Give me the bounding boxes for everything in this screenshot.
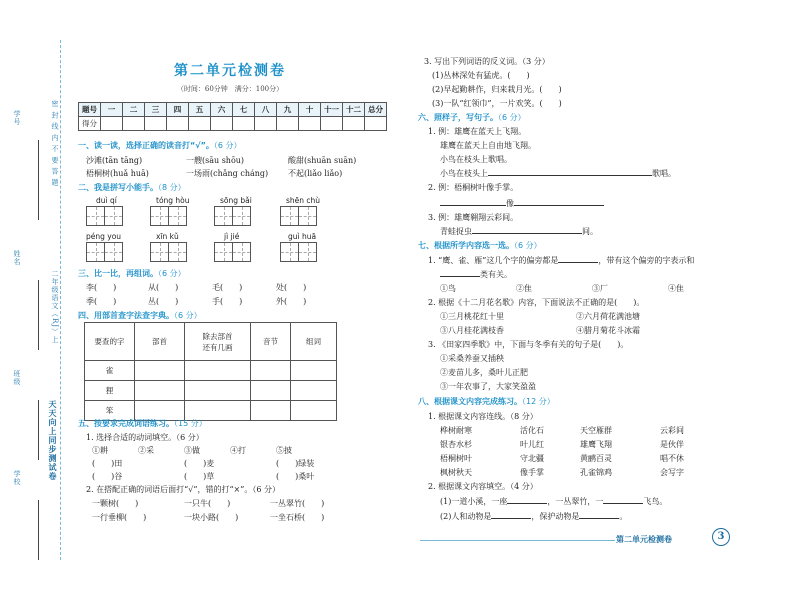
s5-question-2: 2. 在搭配正确的词语后面打“√”，错的打“×”。（6 分） [86, 485, 280, 494]
s8-blank[interactable] [579, 518, 619, 519]
s6-prompt [440, 198, 604, 209]
pair-check[interactable]: 一丛翠竹( ) [270, 499, 325, 508]
pair-check[interactable]: 一只牛( ) [184, 499, 231, 508]
s6-blank[interactable] [472, 233, 582, 234]
choice-option[interactable]: ①鸟 [440, 284, 456, 293]
verb-blank[interactable]: ( )田 [92, 459, 123, 468]
no-answer-note: 密 封 线 内 不 要 答 题 [51, 100, 59, 187]
score-cell[interactable] [365, 117, 387, 131]
name2-label: 姓名 [13, 250, 21, 266]
dict-row [85, 361, 337, 381]
score-cell[interactable] [321, 117, 343, 131]
antonym-item[interactable]: (1)丛林深处有猛虎。( ) [432, 71, 530, 80]
s8-fill [440, 496, 667, 507]
score-head-cell: 二 [123, 103, 145, 117]
score-cell[interactable] [233, 117, 255, 131]
antonym-item[interactable]: (3)一队“红领巾”，一片欢笑。( ) [432, 99, 562, 108]
section-5-heading [78, 418, 207, 429]
s8-blank[interactable] [491, 518, 531, 519]
reading-item[interactable]: 梧桐树(huǎ huā) [86, 169, 149, 178]
choice-option[interactable]: ③一年农事了，大家笑盈盈 [440, 382, 536, 391]
verb-option: ②采 [138, 446, 154, 455]
section-6-points: （6 分） [498, 113, 526, 122]
match-right[interactable]: 守北疆 [520, 454, 544, 463]
s8-fill-text: ，保护动物是 [531, 512, 580, 521]
s7-blank[interactable] [440, 276, 480, 277]
section-5-points: （15 分） [174, 419, 207, 428]
dict-head-cell: 音节 [251, 323, 291, 361]
dict-answer-cell[interactable] [135, 361, 185, 381]
name2-underline [38, 280, 39, 350]
compare-item[interactable]: 毛( ) [212, 283, 243, 292]
choice-option[interactable]: ③厂 [592, 284, 608, 293]
match-right[interactable]: 云彩间 [660, 426, 684, 435]
dict-head-cell: 组词 [291, 323, 337, 361]
verb-blank[interactable]: ( )绿装 [276, 459, 315, 468]
score-head-cell: 题号 [79, 103, 101, 117]
section-3-heading [78, 268, 186, 279]
s6-example: 小鸟在枝头上歌唱。 [440, 155, 512, 164]
section-8-points: （12 分） [522, 397, 555, 406]
score-cell[interactable] [123, 117, 145, 131]
pinyin-prompt: shēn chù [286, 196, 321, 205]
s6-blank[interactable] [488, 175, 652, 176]
compare-item[interactable]: 从( ) [148, 283, 179, 292]
score-head-cell: 六 [211, 103, 233, 117]
verb-blank[interactable]: ( )麦 [184, 459, 215, 468]
section-3-title: 三、比一比，再组词。 [78, 269, 158, 278]
footer-label: 第二单元检测卷 [616, 535, 672, 544]
pair-check[interactable]: 一坐石桥( ) [270, 513, 325, 522]
s6-example: 雄鹰在蓝天上自由地飞翔。 [440, 141, 536, 150]
dict-char: 狸 [85, 381, 135, 401]
pinyin-prompt: péng you [86, 232, 122, 241]
dict-row [85, 381, 337, 401]
score-head-cell: 八 [255, 103, 277, 117]
score-cell[interactable] [211, 117, 233, 131]
reading-item[interactable]: 一艘(sāu shōu) [186, 156, 245, 165]
choice-option[interactable]: ①采桑养蚕又插秧 [440, 354, 504, 363]
grade-text: 二年级语文（RJ）上 [51, 270, 59, 345]
s6-blank[interactable] [440, 205, 506, 206]
dict-answer-cell[interactable] [251, 381, 291, 401]
s6-prompt-mid: 像 [506, 199, 514, 208]
q3-antonym: 3. 写出下列词语的反义词。（3 分） [424, 57, 550, 66]
pinyin-prompt: tóng hòu [156, 196, 190, 205]
class-label: 班级 [13, 370, 21, 386]
section-1-heading [78, 140, 242, 151]
section-2-points: （8 分） [158, 183, 186, 192]
footer-rule [420, 540, 615, 541]
s6-prompt-end: 间。 [582, 227, 598, 236]
score-head-cell: 九 [277, 103, 299, 117]
compare-item[interactable]: 处( ) [276, 283, 307, 292]
s6-prompt-end: 歌唱。 [652, 169, 676, 178]
match-left[interactable]: 雄鹰飞翔 [580, 440, 612, 449]
dict-head-row [85, 323, 337, 361]
score-cell[interactable] [167, 117, 189, 131]
score-row-label: 得分 [79, 117, 101, 131]
match-left[interactable]: 梧桐树叶 [440, 454, 472, 463]
section-8-heading [418, 396, 555, 407]
match-right[interactable]: 唱不休 [660, 454, 684, 463]
verb-blank[interactable]: ( )桑叶 [276, 472, 315, 481]
dict-answer-cell[interactable] [251, 401, 291, 421]
dictionary-table [84, 322, 337, 421]
name-underline [38, 140, 39, 220]
dict-head-cell: 要查的字 [85, 323, 135, 361]
reading-item[interactable]: 一场雨(chǎng cháng) [186, 169, 269, 178]
binding-margin [10, 40, 68, 560]
writing-grid[interactable] [86, 242, 122, 262]
writing-grid[interactable] [280, 206, 316, 226]
s6-prompt [440, 168, 676, 179]
score-table-score-row [79, 117, 387, 131]
pinyin-prompt: xīn kǔ [156, 232, 179, 241]
time-score-note: （时间：60分钟 满分：100分） [176, 85, 284, 93]
match-left[interactable]: 天空雁群 [580, 426, 612, 435]
score-head-cell: 四 [167, 103, 189, 117]
section-4-points: （6 分） [174, 311, 202, 320]
section-7-heading [418, 240, 542, 251]
match-right[interactable]: 叶儿红 [520, 440, 544, 449]
dict-char: 笨 [85, 401, 135, 421]
match-right[interactable]: 是伙伴 [660, 440, 684, 449]
compare-item[interactable]: 手( ) [212, 297, 243, 306]
s8-fill-text: (1)一道小溪，一座 [440, 497, 508, 506]
match-left[interactable]: 孔雀锦鸡 [580, 468, 612, 477]
s5-question-1: 1. 选择合适的动词填空。（6 分） [86, 433, 204, 442]
section-4-title: 四、用部首查字法查字典。 [78, 311, 174, 320]
pair-check[interactable]: 一块小路( ) [184, 513, 239, 522]
match-left[interactable]: 黄鹂百灵 [580, 454, 612, 463]
pinyin-prompt: sōng bǎi [220, 196, 252, 205]
score-head-cell: 十二 [343, 103, 365, 117]
choice-option[interactable]: ②六月荷花满池塘 [576, 312, 640, 321]
score-table [78, 102, 387, 131]
pair-check[interactable]: 一颗树( ) [92, 499, 139, 508]
score-head-cell: 十 [299, 103, 321, 117]
choice-option[interactable]: ④腊月菊花斗冰霜 [576, 326, 640, 335]
dict-answer-cell[interactable] [185, 361, 251, 381]
s6-blank[interactable] [514, 205, 604, 206]
score-cell[interactable] [189, 117, 211, 131]
name-label: 学号 [13, 110, 21, 126]
s8-fill [440, 511, 627, 522]
antonym-item[interactable]: (2)早起勤耕作，归来栽月光。( ) [432, 85, 562, 94]
match-left[interactable]: 银杏水杉 [440, 440, 472, 449]
dict-head-cell: 部首 [135, 323, 185, 361]
pinyin-prompt: jì jié [224, 232, 240, 241]
writing-grid[interactable] [280, 242, 316, 262]
match-left[interactable]: 枫树秋天 [440, 468, 472, 477]
section-2-title: 二、我是拼写小能手。 [78, 183, 158, 192]
page-title: 第二单元检测卷 [174, 63, 286, 79]
score-cell[interactable] [101, 117, 123, 131]
pinyin-prompt: duì qí [96, 196, 117, 205]
verb-option: ①耕 [92, 446, 108, 455]
writing-grid[interactable] [214, 206, 250, 226]
s6-example: 2. 例：梧桐树叶像手掌。 [428, 183, 519, 192]
pinyin-prompt: guì huā [288, 232, 317, 241]
score-head-cell: 一 [101, 103, 123, 117]
s8-question: 1. 根据课文内容连线。（8 分） [428, 412, 538, 421]
score-cell[interactable] [277, 117, 299, 131]
compare-item[interactable]: 季( ) [86, 297, 117, 306]
section-1-title: 一、读一读，选择正确的读音打“√”。 [78, 141, 214, 150]
s6-example: 1. 例：雄鹰在蓝天上飞翔。 [428, 127, 527, 136]
match-right[interactable]: 像手掌 [520, 468, 544, 477]
s7-question [440, 269, 512, 280]
choice-option[interactable]: ④隹 [668, 284, 684, 293]
match-right[interactable]: 会写字 [660, 468, 684, 477]
dict-answer-cell[interactable] [185, 381, 251, 401]
writing-grid[interactable] [150, 242, 186, 262]
section-7-title: 七、根据所学内容选一选。 [418, 241, 514, 250]
s7-question: 2. 根据《十二月花名歌》内容，下面说法不正确的是( )。 [428, 298, 645, 307]
reading-item[interactable]: 沙滩(tān tāng) [86, 156, 143, 165]
s8-fill-text: ，一丛翠竹，一 [547, 497, 604, 506]
score-cell[interactable] [343, 117, 365, 131]
s8-fill-text: (2)人和动物是 [440, 512, 492, 521]
compare-item[interactable]: 丛( ) [148, 297, 179, 306]
section-7-points: （6 分） [514, 241, 542, 250]
choice-option[interactable]: ③八月桂花满枝香 [440, 326, 504, 335]
score-head-cell: 总分 [365, 103, 387, 117]
compare-item[interactable]: 外( ) [276, 297, 307, 306]
reading-item[interactable]: 酸甜(shuān suān) [288, 156, 357, 165]
s8-fill-text: 。 [619, 512, 628, 521]
s6-prompt-start: 青蛙捉虫 [440, 227, 472, 236]
section-6-title: 六、照样子，写句子。 [418, 113, 498, 122]
s8-blank[interactable] [603, 503, 643, 504]
verb-option: ③做 [184, 446, 200, 455]
s8-blank[interactable] [507, 503, 547, 504]
score-cell[interactable] [255, 117, 277, 131]
dict-head-cell: 除去部首 还有几画 [185, 323, 251, 361]
s7-blank[interactable] [558, 262, 598, 263]
s6-prompt [440, 226, 598, 237]
page-number: 3 [712, 528, 730, 546]
compare-item[interactable]: 李( ) [86, 283, 117, 292]
dict-char: 雀 [85, 361, 135, 381]
s7-q1-text: 类有关。 [480, 270, 512, 279]
writing-grid[interactable] [150, 206, 186, 226]
dict-answer-cell[interactable] [291, 361, 337, 381]
dict-answer-cell[interactable] [135, 381, 185, 401]
dict-answer-cell[interactable] [291, 381, 337, 401]
verb-blank[interactable]: ( )谷 [92, 472, 123, 481]
section-2-heading [78, 182, 186, 193]
section-1-points: （6 分） [213, 141, 242, 150]
choice-option[interactable]: ①三月桃花红十里 [440, 312, 504, 321]
class-underline [38, 400, 39, 460]
dict-answer-cell[interactable] [251, 361, 291, 381]
dict-answer-cell[interactable] [291, 401, 337, 421]
seal-line [60, 40, 61, 560]
s8-question: 2. 根据课文内容填空。（4 分） [428, 482, 538, 491]
score-head-cell: 十一 [321, 103, 343, 117]
writing-grid[interactable] [86, 206, 122, 226]
score-cell[interactable] [145, 117, 167, 131]
verb-option: ⑤披 [276, 446, 292, 455]
score-head-cell: 七 [233, 103, 255, 117]
verb-blank[interactable]: ( )草 [184, 472, 215, 481]
school-underline [38, 500, 39, 560]
writing-grid[interactable] [214, 242, 250, 262]
choice-option[interactable]: ②麦苗儿多，桑叶儿正肥 [440, 368, 528, 377]
match-left[interactable]: 桦树耐寒 [440, 426, 472, 435]
choice-option[interactable]: ②隹 [516, 284, 532, 293]
score-head-cell: 三 [145, 103, 167, 117]
s6-example: 3. 例：雄鹰翱翔云彩间。 [428, 213, 519, 222]
section-5-title: 五、按要求完成词语练习。 [78, 419, 174, 428]
s7-question [428, 255, 694, 266]
section-8-title: 八、根据课文内容完成练习。 [418, 397, 522, 406]
score-head-cell: 五 [189, 103, 211, 117]
score-table-head-row [79, 103, 387, 117]
section-6-heading [418, 112, 526, 123]
s7-q1-text: ，带有这个偏旁的字表示和 [598, 256, 695, 265]
s8-fill-text: 飞鸟。 [643, 497, 668, 506]
section-3-points: （6 分） [158, 269, 186, 278]
score-cell[interactable] [299, 117, 321, 131]
pair-check[interactable]: 一行垂柳( ) [92, 513, 147, 522]
match-right[interactable]: 活化石 [520, 426, 544, 435]
section-4-heading [78, 310, 202, 321]
s7-question: 3. 《田家四季歌》中，下面与冬季有关的句子是( )。 [428, 340, 629, 349]
s6-prompt-start: 小鸟在枝头上 [440, 169, 488, 178]
verb-option: ④打 [230, 446, 246, 455]
school-label: 学校 [13, 470, 21, 486]
reading-item[interactable]: 不起(liǎo liǎo) [288, 169, 343, 178]
s7-q1-text: 1. “鹰、雀、雁”这几个字的偏旁都是 [428, 256, 559, 265]
series-banner: 天天向上同步测试卷 [48, 400, 58, 481]
